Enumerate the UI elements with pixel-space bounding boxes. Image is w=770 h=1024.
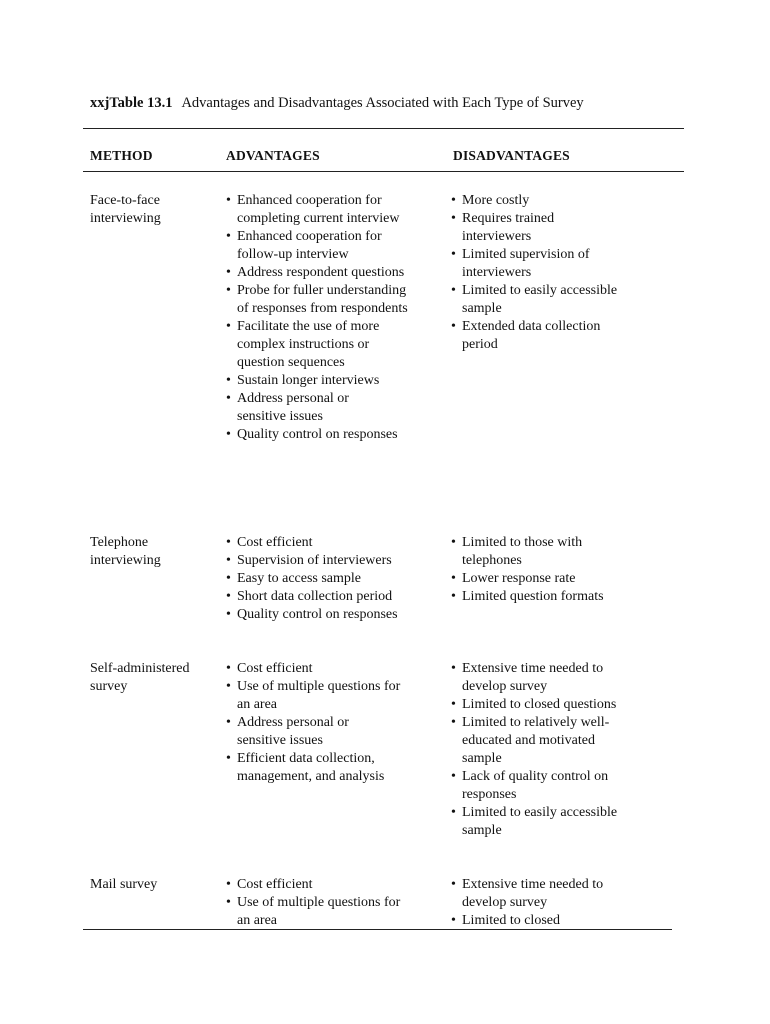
method-cell bbox=[90, 876, 220, 894]
bullet-icon: • bbox=[226, 679, 231, 694]
bullet-icon: • bbox=[451, 715, 456, 730]
bullet-icon: • bbox=[451, 283, 456, 298]
advantage-item bbox=[226, 228, 414, 264]
method-line: Face-to-face bbox=[90, 193, 160, 208]
bullet-icon: • bbox=[451, 661, 456, 676]
disadvantage-text: Limited question formats bbox=[462, 589, 604, 604]
disadvantage-item bbox=[451, 876, 619, 912]
advantages-list bbox=[226, 534, 414, 624]
disadvantage-text: Extensive time needed to develop survey bbox=[462, 877, 604, 910]
disadvantage-item bbox=[451, 246, 619, 282]
bullet-icon: • bbox=[451, 319, 456, 334]
bullet-icon: • bbox=[226, 391, 231, 406]
advantage-text: Easy to access sample bbox=[237, 571, 362, 586]
method-line: interviewing bbox=[90, 211, 161, 226]
advantage-item bbox=[226, 588, 414, 606]
advantage-text: Quality control on responses bbox=[237, 607, 398, 622]
disadvantage-item bbox=[451, 282, 619, 318]
disadvantage-item bbox=[451, 804, 619, 840]
disadvantage-text: Limited to closed questions bbox=[462, 697, 617, 712]
advantage-item bbox=[226, 750, 414, 786]
bullet-icon: • bbox=[226, 895, 231, 910]
bullet-icon: • bbox=[226, 535, 231, 550]
advantage-item bbox=[226, 570, 414, 588]
advantage-text: Enhanced cooperation for completing current interview bbox=[237, 193, 400, 226]
bullet-icon: • bbox=[226, 319, 231, 334]
bullet-icon: • bbox=[451, 247, 456, 262]
disadvantages-list bbox=[451, 876, 619, 930]
method-cell bbox=[90, 660, 220, 696]
advantage-item bbox=[226, 876, 414, 894]
bullet-icon: • bbox=[451, 697, 456, 712]
disadvantage-item bbox=[451, 912, 619, 930]
advantage-text: Supervision of interviewers bbox=[237, 553, 392, 568]
advantage-text: Address personal or sensitive issues bbox=[237, 391, 349, 424]
advantage-text: Enhanced cooperation for follow-up interview bbox=[237, 229, 382, 262]
bullet-icon: • bbox=[451, 877, 456, 892]
disadvantage-text: Limited to easily accessible sample bbox=[462, 805, 618, 838]
method-line: Self-administered bbox=[90, 661, 190, 676]
advantage-item bbox=[226, 264, 414, 282]
bullet-icon: • bbox=[451, 535, 456, 550]
disadvantage-text: More costly bbox=[462, 193, 530, 208]
disadvantage-item bbox=[451, 534, 619, 570]
bullet-icon: • bbox=[451, 211, 456, 226]
column-header-advantages: ADVANTAGES bbox=[226, 148, 320, 163]
advantages-list bbox=[226, 660, 414, 786]
disadvantages-list bbox=[451, 534, 619, 606]
advantage-text: Cost efficient bbox=[237, 877, 313, 892]
advantage-item bbox=[226, 894, 414, 930]
advantage-item bbox=[226, 678, 414, 714]
method-line: interviewing bbox=[90, 553, 161, 568]
header-rule bbox=[83, 171, 684, 172]
method-line: Mail survey bbox=[90, 877, 158, 892]
bullet-icon: • bbox=[226, 283, 231, 298]
disadvantage-text: Limited supervision of interviewers bbox=[462, 247, 590, 280]
table-caption bbox=[90, 94, 584, 112]
disadvantage-item bbox=[451, 192, 619, 210]
disadvantages-list bbox=[451, 192, 619, 354]
advantage-text: Facilitate the use of more complex instructions or question sequences bbox=[237, 319, 380, 370]
advantage-text: Probe for fuller understanding of responses from respondents bbox=[237, 283, 408, 316]
bullet-icon: • bbox=[226, 373, 231, 388]
advantage-item bbox=[226, 552, 414, 570]
advantage-item bbox=[226, 426, 414, 444]
advantages-list bbox=[226, 876, 414, 930]
advantage-item bbox=[226, 192, 414, 228]
disadvantage-item bbox=[451, 210, 619, 246]
disadvantage-text: Extensive time needed to develop survey bbox=[462, 661, 604, 694]
disadvantage-text: Requires trained interviewers bbox=[462, 211, 555, 244]
advantage-text: Use of multiple questions for an area bbox=[237, 895, 401, 928]
advantage-item bbox=[226, 714, 371, 750]
bullet-icon: • bbox=[226, 193, 231, 208]
advantage-item bbox=[226, 390, 371, 426]
bullet-icon: • bbox=[226, 607, 231, 622]
method-cell bbox=[90, 534, 220, 570]
table-title: Advantages and Disadvantages Associated with Each Type of Survey bbox=[181, 95, 584, 111]
disadvantage-item bbox=[451, 318, 619, 354]
disadvantage-item bbox=[451, 696, 619, 714]
disadvantages-list bbox=[451, 660, 619, 840]
disadvantage-text: Limited to closed bbox=[462, 913, 560, 928]
advantage-text: Address personal or sensitive issues bbox=[237, 715, 349, 748]
method-cell bbox=[90, 192, 220, 228]
advantage-item bbox=[226, 660, 414, 678]
advantage-text: Quality control on responses bbox=[237, 427, 398, 442]
bullet-icon: • bbox=[451, 913, 456, 928]
method-line: Telephone bbox=[90, 535, 149, 550]
bullet-icon: • bbox=[226, 589, 231, 604]
table-number: xxjTable 13.1 bbox=[90, 95, 173, 111]
bullet-icon: • bbox=[451, 193, 456, 208]
disadvantage-item bbox=[451, 660, 619, 696]
bullet-icon: • bbox=[226, 427, 231, 442]
disadvantage-item bbox=[451, 570, 619, 588]
bullet-icon: • bbox=[451, 769, 456, 784]
disadvantage-text: Limited to relatively well-educated and motivated sample bbox=[462, 715, 610, 766]
disadvantage-text: Limited to those with telephones bbox=[462, 535, 583, 568]
advantage-text: Use of multiple questions for an area bbox=[237, 679, 401, 712]
advantage-text: Efficient data collection, management, and analysis bbox=[237, 751, 385, 784]
disadvantage-text: Lack of quality control on responses bbox=[462, 769, 609, 802]
bullet-icon: • bbox=[226, 661, 231, 676]
bullet-icon: • bbox=[226, 265, 231, 280]
bullet-icon: • bbox=[226, 553, 231, 568]
top-rule bbox=[83, 128, 684, 129]
bullet-icon: • bbox=[451, 805, 456, 820]
disadvantage-text: Limited to easily accessible sample bbox=[462, 283, 618, 316]
bullet-icon: • bbox=[226, 715, 231, 730]
advantage-text: Address respondent questions bbox=[237, 265, 405, 280]
advantage-item bbox=[226, 282, 414, 318]
bottom-rule bbox=[83, 929, 672, 930]
method-line: survey bbox=[90, 679, 128, 694]
advantage-item bbox=[226, 318, 414, 372]
advantage-item bbox=[226, 372, 414, 390]
advantage-text: Short data collection period bbox=[237, 589, 393, 604]
bullet-icon: • bbox=[451, 571, 456, 586]
column-header-disadvantages: DISADVANTAGES bbox=[453, 148, 570, 163]
bullet-icon: • bbox=[226, 751, 231, 766]
bullet-icon: • bbox=[226, 877, 231, 892]
bullet-icon: • bbox=[226, 229, 231, 244]
advantage-item bbox=[226, 534, 414, 552]
advantages-list bbox=[226, 192, 414, 444]
disadvantage-item bbox=[451, 714, 619, 768]
advantage-item bbox=[226, 606, 414, 624]
bullet-icon: • bbox=[451, 589, 456, 604]
disadvantage-item bbox=[451, 768, 619, 804]
bullet-icon: • bbox=[226, 571, 231, 586]
disadvantage-text: Lower response rate bbox=[462, 571, 576, 586]
advantage-text: Cost efficient bbox=[237, 535, 313, 550]
column-header-method: METHOD bbox=[90, 148, 153, 163]
advantage-text: Sustain longer interviews bbox=[237, 373, 380, 388]
disadvantage-item bbox=[451, 588, 619, 606]
disadvantage-text: Extended data collection period bbox=[462, 319, 601, 352]
advantage-text: Cost efficient bbox=[237, 661, 313, 676]
